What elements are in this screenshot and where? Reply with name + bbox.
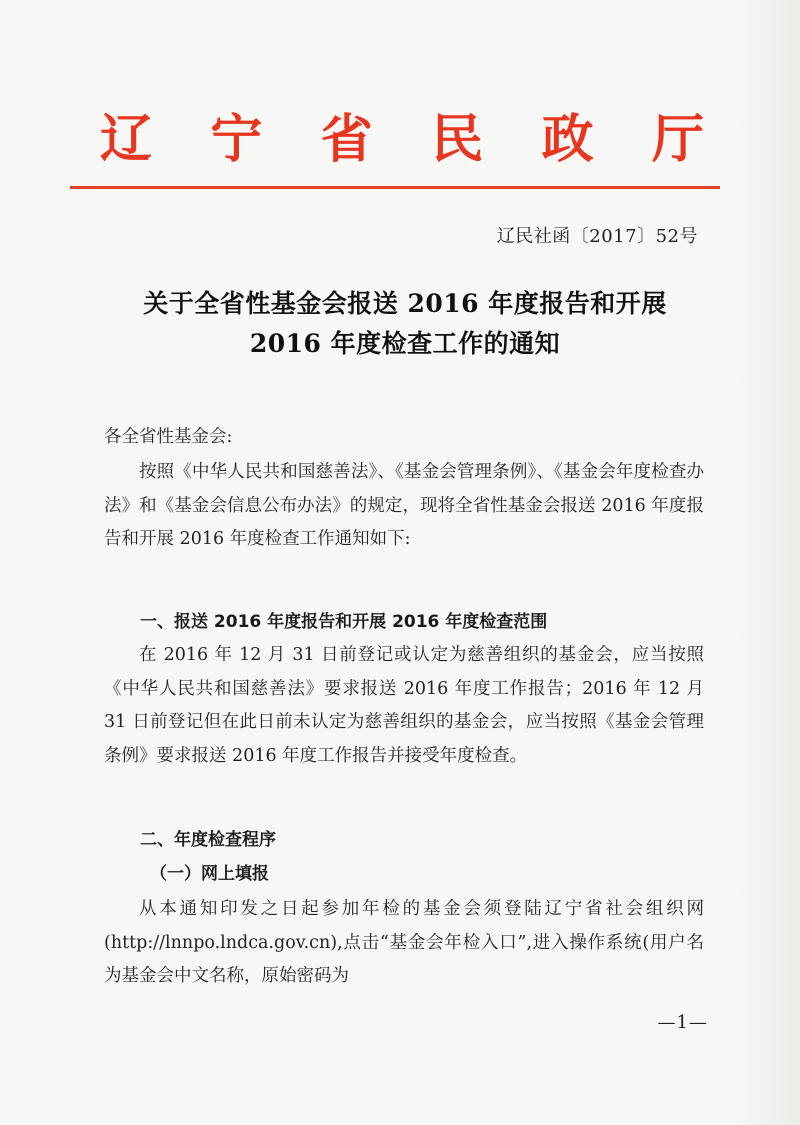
- document-title: [90, 284, 720, 364]
- page-number: —1—: [657, 1012, 708, 1033]
- scan-shadow-edge: [740, 0, 800, 1125]
- subsection-heading-online: （一）网上填报: [150, 864, 269, 884]
- paragraph-scope: [104, 639, 704, 773]
- agency-header: 辽宁省民政厅: [100, 110, 710, 170]
- paragraph-intro: [104, 456, 704, 557]
- paragraph-online-text: 从本通知印发之日起参加年检的基金会须登陆辽宁省社会组织网(http://lnnpo.lndca.gov.cn),点击“基金会年检入口”,进入操作系统(用户名为基金会中文名称，原始密码为: [104, 899, 704, 986]
- red-divider-line: [70, 186, 720, 189]
- salutation: 各全省性基金会:: [104, 427, 233, 447]
- title-line-1: 关于全省性基金会报送 2016 年度报告和开展: [143, 289, 667, 318]
- section-heading-procedure: 二、年度检查程序: [140, 830, 276, 850]
- paragraph-scope-text: 在 2016 年 12 月 31 日前登记或认定为慈善组织的基金会，应当按照《中华人民共和国慈善法》要求报送 2016 年度工作报告；2016 年 12 月 31 日前登记但在此日前未认定为慈善组织的基金会，应当按照《基金会管理条例》要求报送 2016 年度工作报告并接受年度检查。: [104, 645, 704, 766]
- document-number: 辽民社函〔2017〕52号: [496, 226, 698, 247]
- section-heading-scope: 一、报送 2016 年度报告和开展 2016 年度检查范围: [140, 612, 548, 632]
- title-line-2: 2016 年度检查工作的通知: [249, 329, 561, 358]
- paragraph-intro-text: 按照《中华人民共和国慈善法》、《基金会管理条例》、《基金会年度检查办法》和《基金会信息公布办法》的规定，现将全省性基金会报送 2016 年度报告和开展 2016 年度检查工作通知如下:: [104, 462, 704, 549]
- paragraph-online: [104, 893, 704, 994]
